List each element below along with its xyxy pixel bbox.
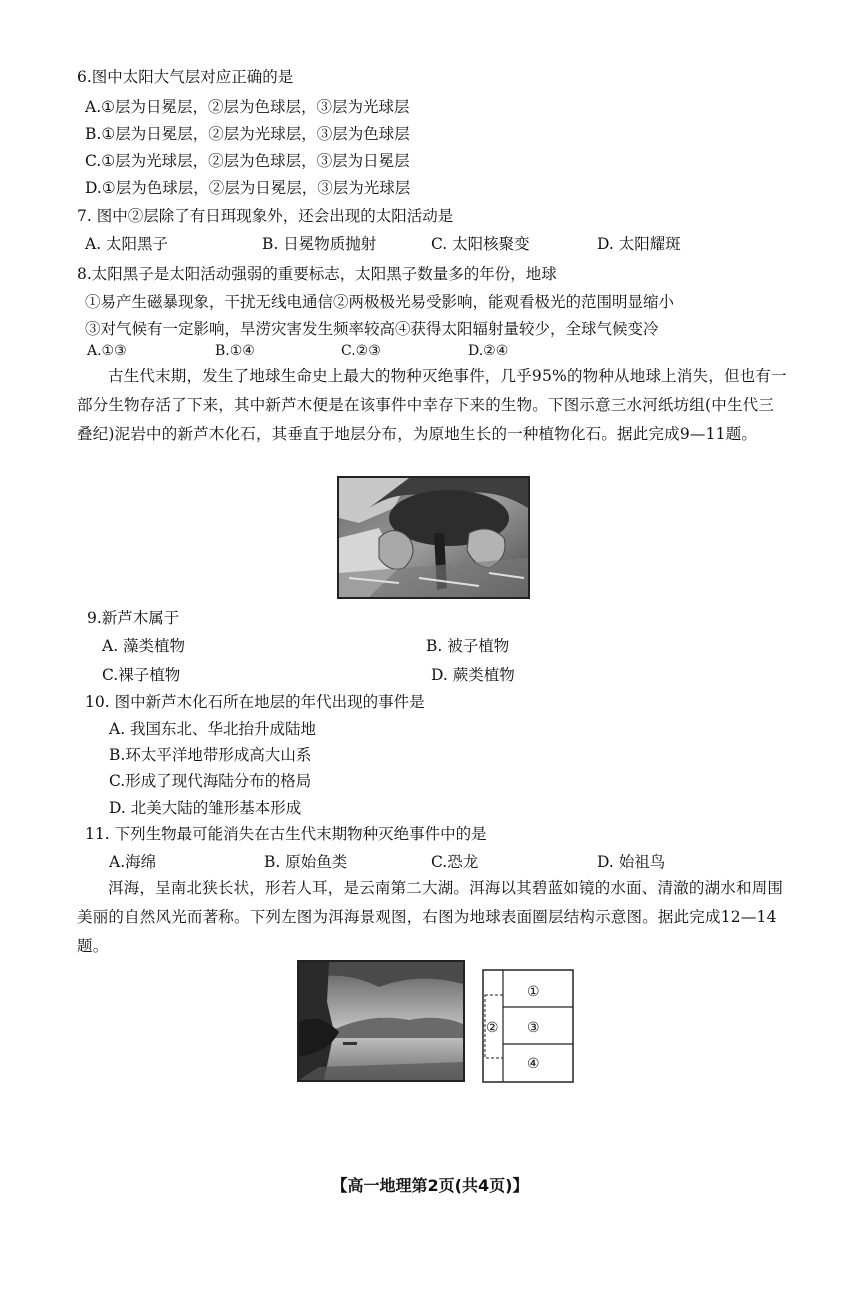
q10-stem: 10. 图中新芦木化石所在地层的年代出现的事件是 bbox=[85, 693, 425, 711]
q10-option-d: D. 北美大陆的雏形基本形成 bbox=[109, 799, 302, 817]
q8-statement-1: ①易产生磁暴现象，干扰无线电通信②两极极光易受影响，能观看极光的范围明显缩小 bbox=[85, 293, 675, 311]
q11-option-a: A.海绵 bbox=[109, 853, 157, 871]
erhai-lake-photo bbox=[297, 960, 465, 1082]
q9-option-b: B. 被子植物 bbox=[426, 637, 510, 655]
q7-option-d: D. 太阳耀斑 bbox=[597, 235, 681, 253]
q6-option-d: D.①层为色球层，②层为日冕层，③层为光球层 bbox=[85, 179, 411, 197]
page-footer: 【高一地理第2页(共4页)】 bbox=[331, 1176, 529, 1195]
q11-stem: 11. 下列生物最可能消失在古生代末期物种灭绝事件中的是 bbox=[85, 825, 487, 843]
q6-stem: 6.图中太阳大气层对应正确的是 bbox=[77, 68, 294, 86]
q10-option-c: C.形成了现代海陆分布的格局 bbox=[109, 772, 312, 790]
q7-option-b: B. 日冕物质抛射 bbox=[262, 235, 377, 253]
q10-option-a: A. 我国东北、华北抬升成陆地 bbox=[109, 720, 317, 738]
q9-option-d: D. 蕨类植物 bbox=[431, 666, 515, 684]
q11-option-c: C.恐龙 bbox=[431, 853, 479, 871]
q6-option-c: C.①层为光球层，②层为色球层，③层为日冕层 bbox=[85, 152, 410, 170]
q8-statement-2: ③对气候有一定影响，旱涝灾害发生频率较高④获得太阳辐射量较少，全球气候变冷 bbox=[85, 320, 659, 338]
q11-option-d: D. 始祖鸟 bbox=[597, 853, 666, 871]
fossil-photo bbox=[337, 476, 530, 599]
q9-option-c: C.裸子植物 bbox=[102, 666, 181, 684]
q6-option-a: A.①层为日冕层，②层为色球层，③层为光球层 bbox=[85, 98, 410, 116]
diagram-label-2: ② bbox=[486, 1020, 499, 1036]
q8-option-a: A.①③ bbox=[87, 343, 127, 359]
q9-option-a: A. 藻类植物 bbox=[102, 637, 186, 655]
q6-option-b: B.①层为日冕层，②层为光球层，③层为色球层 bbox=[85, 125, 410, 143]
passage-fossil: 古生代末期，发生了地球生命史上最大的物种灭绝事件，几乎95%的物种从地球上消失，但也有一部分生物存活了下来，其中新芦木便是在该事件中幸存下来的生物。下图示意三水河纸坊组(中生代三叠纪)泥岩中的新芦木化石，其垂直于地层分布，为原地生长的一种植物化石。据此完成9—11题。 bbox=[77, 367, 787, 443]
q10-option-b: B.环太平洋地带形成高大山系 bbox=[109, 746, 312, 764]
q8-option-d: D.②④ bbox=[468, 343, 509, 359]
diagram-label-1: ① bbox=[527, 984, 540, 1000]
q9-stem: 9.新芦木属于 bbox=[87, 609, 180, 627]
diagram-label-3: ③ bbox=[527, 1020, 540, 1036]
q7-option-c: C. 太阳核聚变 bbox=[431, 235, 530, 253]
q7-option-a: A. 太阳黑子 bbox=[85, 235, 169, 253]
q8-option-c: C.②③ bbox=[341, 343, 381, 359]
passage-erhai: 洱海，呈南北狭长状，形若人耳，是云南第二大湖。洱海以其碧蓝如镜的水面、清澈的湖水和周围美丽的自然风光而著称。下列左图为洱海景观图，右图为地球表面圈层结构示意图。据此完成12—14题。 bbox=[77, 879, 784, 955]
q8-stem: 8.太阳黑子是太阳活动强弱的重要标志，太阳黑子数量多的年份，地球 bbox=[77, 265, 557, 283]
q7-stem: 7. 图中②层除了有日珥现象外，还会出现的太阳活动是 bbox=[77, 207, 454, 225]
q11-option-b: B. 原始鱼类 bbox=[264, 853, 348, 871]
diagram-label-4: ④ bbox=[527, 1056, 540, 1072]
q8-option-b: B.①④ bbox=[215, 343, 255, 359]
